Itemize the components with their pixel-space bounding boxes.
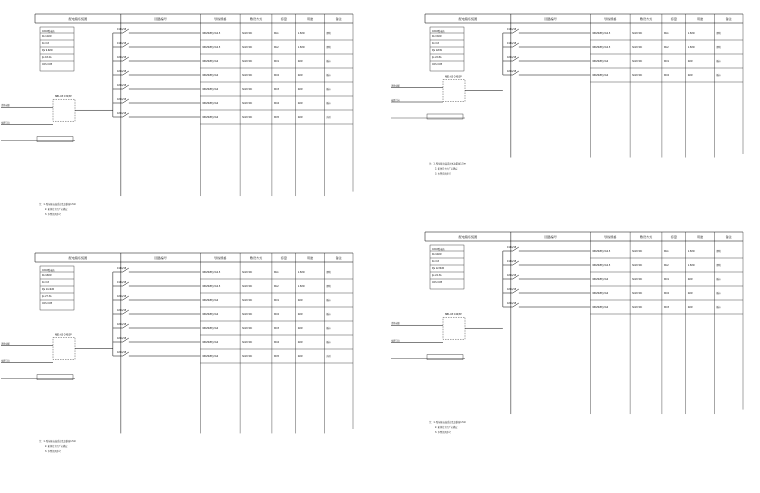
panel-p4 bbox=[391, 232, 743, 434]
incoming-label: 电源引自 bbox=[391, 99, 400, 102]
conduit-spec: SC20 WC bbox=[242, 341, 253, 344]
box-title: XXXX配电箱 bbox=[432, 30, 445, 33]
load-value: 2kW bbox=[297, 313, 303, 316]
conduit-spec: SC20 WC bbox=[632, 278, 643, 281]
cable-spec: WDZN-BYJ-3x4 bbox=[592, 74, 609, 77]
conduit-spec: SC20 WC bbox=[242, 32, 253, 35]
breaker-rating: C20A/1P bbox=[506, 70, 517, 73]
note-line: 3. 本图仅供参考 bbox=[45, 212, 61, 216]
load-value: 2kW bbox=[297, 88, 303, 91]
cable-spec: WDZN-BYJ-3x4 bbox=[202, 102, 219, 105]
load-value: 2kW bbox=[297, 60, 303, 63]
cable-spec: WDZN-BYJ-3x4 bbox=[592, 278, 609, 281]
column-header-c: 导线规格 bbox=[214, 256, 227, 260]
load-value: 2kW bbox=[297, 355, 303, 358]
note-line: 注：1. 配电箱安装高度底边距地1.5m bbox=[429, 162, 466, 166]
branch-row bbox=[113, 42, 353, 54]
column-header-a: 配电箱系统图 bbox=[458, 235, 478, 239]
circuit-id: WX3 bbox=[273, 327, 279, 330]
panel-p2 bbox=[391, 14, 743, 176]
conduit-spec: SC20 WC bbox=[632, 292, 643, 295]
conduit-spec: SC20 WC bbox=[632, 264, 643, 267]
incoming-label: 电源引自 bbox=[1, 359, 10, 363]
usage-label: 照明 bbox=[716, 46, 721, 49]
cable-spec: WDZN-BYJ-3x4 bbox=[202, 299, 219, 302]
breaker-rating: C20A/1P bbox=[116, 70, 127, 73]
usage-label: 备用 bbox=[326, 355, 331, 358]
load-value: 1.5kW bbox=[687, 46, 695, 49]
conduit-spec: SC20 WC bbox=[242, 285, 253, 288]
conduit-spec: SC20 WC bbox=[242, 313, 253, 316]
breaker-rating: C20A/1P bbox=[116, 337, 127, 340]
load-value: 1.5kW bbox=[687, 32, 695, 35]
cable-spec: WDZN-BYJ-3x4 bbox=[202, 74, 219, 77]
conduit-spec: SC20 WC bbox=[632, 46, 643, 49]
column-header-e: 容量 bbox=[670, 17, 677, 21]
breaker-rating: C20A/1P bbox=[116, 323, 127, 326]
usage-label: 照明 bbox=[326, 285, 331, 288]
usage-label: 照明 bbox=[326, 46, 331, 49]
column-header-e: 容量 bbox=[280, 17, 287, 21]
circuit-id: WL2 bbox=[663, 46, 669, 49]
note-line: 2. 箱体尺寸由厂家确定 bbox=[45, 207, 68, 211]
column-header-g: 备注 bbox=[725, 235, 732, 239]
circuit-id: WL1 bbox=[273, 271, 279, 274]
circuit-id: WX2 bbox=[273, 313, 279, 316]
note-line: 3. 本图仅供参考 bbox=[435, 430, 451, 434]
breaker-rating: C16A/1P bbox=[116, 42, 127, 45]
earth-bar bbox=[37, 375, 73, 380]
circuit-id: WX2 bbox=[663, 74, 669, 77]
breaker-rating: C20A/1P bbox=[116, 309, 127, 312]
box-row: COS 0.85 bbox=[42, 302, 53, 305]
circuit-id: WL2 bbox=[273, 285, 279, 288]
note-line: 2. 箱体尺寸由厂家确定 bbox=[435, 167, 458, 171]
branch-row bbox=[113, 56, 353, 68]
note-line: 2. 箱体尺寸由厂家确定 bbox=[435, 425, 458, 429]
column-header-b: 回路编号 bbox=[154, 256, 167, 260]
incoming-label: 进线电缆 bbox=[391, 84, 400, 88]
branch-row bbox=[503, 246, 743, 258]
usage-label: 插座 bbox=[326, 327, 331, 330]
load-value: 2kW bbox=[687, 60, 693, 63]
column-header-c: 导线规格 bbox=[604, 235, 617, 239]
column-header-b: 回路编号 bbox=[544, 235, 557, 239]
usage-label: 插座 bbox=[326, 60, 331, 63]
circuit-id: WX2 bbox=[273, 74, 279, 77]
branch-row bbox=[503, 56, 743, 68]
branch-row bbox=[503, 70, 743, 82]
breaker-rating: C16A/1P bbox=[116, 267, 127, 270]
incoming-label: 电源引自 bbox=[391, 339, 400, 343]
conduit-spec: SC20 WC bbox=[242, 102, 253, 105]
column-header-d: 敷设方式 bbox=[639, 235, 653, 239]
cable-spec: WDZN-BYJ-3x4 bbox=[202, 60, 219, 63]
load-value: 1.5kW bbox=[687, 250, 695, 253]
usage-label: 插座 bbox=[326, 313, 331, 316]
circuit-id: WL1 bbox=[663, 250, 669, 253]
load-value: 1.5kW bbox=[297, 271, 305, 274]
circuit-id: WX1 bbox=[663, 60, 669, 63]
circuit-id: WL2 bbox=[273, 46, 279, 49]
circuit-id: WX1 bbox=[663, 278, 669, 281]
usage-label: 插座 bbox=[326, 88, 331, 91]
main-switch-label: NB1-63 C32/3P bbox=[55, 95, 72, 99]
box-row: Ijs 24.3A bbox=[432, 274, 442, 277]
column-header-a: 配电箱系统图 bbox=[68, 17, 88, 21]
circuit-id: WL1 bbox=[273, 32, 279, 35]
branch-row bbox=[113, 70, 353, 82]
load-value: 2kW bbox=[687, 278, 693, 281]
breaker-rating: C20A/1P bbox=[116, 295, 127, 298]
box-row: Ijs 18.2A bbox=[42, 56, 52, 59]
circuit-id: WL1 bbox=[663, 32, 669, 35]
panel-p1 bbox=[1, 14, 353, 216]
main-switch-label: NB1-63 C40/3P bbox=[445, 313, 462, 317]
note-line: 注：1. 配电箱安装高度底边距地1.5m bbox=[39, 440, 76, 444]
column-header-b: 回路编号 bbox=[154, 17, 167, 21]
column-header-g: 备注 bbox=[335, 256, 342, 260]
column-header-a: 配电箱系统图 bbox=[458, 17, 478, 21]
load-value: 2kW bbox=[687, 292, 693, 295]
box-row: Kx 0.8 bbox=[432, 42, 439, 45]
column-header-d: 敷设方式 bbox=[249, 17, 263, 21]
usage-label: 插座 bbox=[326, 299, 331, 302]
earth-bar bbox=[37, 137, 73, 142]
usage-label: 插座 bbox=[716, 278, 721, 281]
note-line: 2. 箱体尺寸由厂家确定 bbox=[45, 445, 68, 449]
main-switch-label: NB1-63 C40/3P bbox=[445, 75, 462, 79]
branch-row bbox=[113, 309, 353, 321]
usage-label: 照明 bbox=[716, 250, 721, 253]
load-value: 1.5kW bbox=[297, 46, 305, 49]
note-line: 3. 本图仅供参考 bbox=[435, 172, 451, 176]
note-line: 3. 本图仅供参考 bbox=[45, 450, 61, 454]
load-value: 2kW bbox=[297, 102, 303, 105]
circuit-id: WX3 bbox=[273, 88, 279, 91]
branch-row bbox=[503, 302, 743, 314]
usage-label: 照明 bbox=[326, 271, 331, 274]
conduit-spec: SC20 WC bbox=[242, 46, 253, 49]
box-row: COS 0.85 bbox=[432, 281, 443, 284]
branch-row bbox=[503, 42, 743, 54]
box-row: Ijs 27.3A bbox=[42, 295, 52, 298]
earth-bar bbox=[427, 355, 463, 360]
box-row: Kx 0.8 bbox=[432, 260, 439, 263]
load-value: 2kW bbox=[687, 74, 693, 77]
incoming-label: 进线电缆 bbox=[1, 342, 10, 346]
load-value: 1.5kW bbox=[687, 264, 695, 267]
column-header-b: 回路编号 bbox=[544, 17, 557, 21]
conduit-spec: SC20 WC bbox=[632, 32, 643, 35]
cable-spec: WDZN-BYJ-3x4 bbox=[202, 341, 219, 344]
usage-label: 照明 bbox=[716, 32, 721, 35]
cable-spec: WDZN-BYJ-3x4 bbox=[202, 116, 219, 119]
panel-p3 bbox=[1, 253, 353, 453]
load-value: 2kW bbox=[297, 116, 303, 119]
column-header-c: 导线规格 bbox=[604, 17, 617, 21]
conduit-spec: SC20 WC bbox=[242, 74, 253, 77]
cable-spec: WDZN-BYJ-3x2.5 bbox=[592, 46, 611, 49]
column-header-g: 备注 bbox=[725, 17, 732, 21]
circuit-id: WX3 bbox=[663, 306, 669, 309]
branch-row bbox=[113, 295, 353, 307]
breaker-rating: C20A/1P bbox=[506, 302, 517, 305]
conduit-spec: SC20 WC bbox=[242, 116, 253, 119]
breaker-rating: C16A/1P bbox=[506, 42, 517, 45]
cable-spec: WDZN-BYJ-3x4 bbox=[202, 327, 219, 330]
load-value: 2kW bbox=[297, 299, 303, 302]
load-value: 1.5kW bbox=[297, 32, 305, 35]
usage-label: 插座 bbox=[326, 74, 331, 77]
note-line: 注：1. 配电箱安装高度底边距地1.5m bbox=[39, 202, 76, 206]
breaker-rating: C20A/1P bbox=[116, 84, 127, 87]
conduit-spec: SC20 WC bbox=[242, 60, 253, 63]
box-row: Pjs 12.8kW bbox=[432, 267, 445, 270]
conduit-spec: SC20 WC bbox=[242, 88, 253, 91]
transfer-switch bbox=[53, 99, 75, 121]
cable-spec: WDZN-BYJ-3x2.5 bbox=[592, 250, 611, 253]
box-row: Pe 18kW bbox=[42, 274, 52, 277]
cable-spec: WDZN-BYJ-3x2.5 bbox=[202, 46, 221, 49]
earth-bar bbox=[427, 114, 463, 119]
load-value: 2kW bbox=[687, 306, 693, 309]
usage-label: 照明 bbox=[716, 264, 721, 267]
branch-row bbox=[503, 288, 743, 300]
branch-row bbox=[113, 98, 353, 110]
box-title: XXXX配电箱 bbox=[42, 30, 55, 33]
note-line: 注：1. 配电箱安装高度底边距地1.5m bbox=[429, 420, 466, 424]
incoming-label: 电源引自 bbox=[1, 121, 10, 125]
column-header-g: 备注 bbox=[335, 17, 342, 21]
circuit-id: WX4 bbox=[273, 341, 279, 344]
breaker-rating: C20A/1P bbox=[116, 98, 127, 101]
box-row: Kx 0.8 bbox=[42, 42, 49, 45]
transfer-switch bbox=[53, 337, 75, 359]
cable-spec: WDZN-BYJ-3x4 bbox=[592, 306, 609, 309]
cable-spec: WDZN-BYJ-3x2.5 bbox=[202, 32, 221, 35]
branch-row bbox=[113, 351, 353, 363]
column-header-f: 用途 bbox=[306, 17, 314, 21]
usage-label: 插座 bbox=[716, 306, 721, 309]
incoming-label: 进线电缆 bbox=[391, 322, 400, 326]
breaker-rating: C20A/1P bbox=[116, 351, 127, 354]
breaker-rating: C16A/1P bbox=[116, 281, 127, 284]
column-header-e: 容量 bbox=[280, 256, 287, 260]
box-title: XXXX配电箱 bbox=[432, 248, 445, 251]
cable-spec: WDZN-BYJ-3x2.5 bbox=[592, 264, 611, 267]
branch-row bbox=[113, 323, 353, 335]
cable-spec: WDZN-BYJ-3x4 bbox=[202, 88, 219, 91]
transfer-switch bbox=[443, 80, 465, 102]
conduit-spec: SC20 WC bbox=[242, 299, 253, 302]
box-row: Pjs 9.6kW bbox=[42, 49, 53, 52]
circuit-id: WX4 bbox=[273, 102, 279, 105]
breaker-rating: C20A/1P bbox=[506, 56, 517, 59]
branch-row bbox=[113, 84, 353, 96]
branch-row bbox=[113, 337, 353, 349]
branch-row bbox=[503, 274, 743, 286]
branch-row bbox=[503, 260, 743, 272]
usage-label: 插座 bbox=[716, 292, 721, 295]
column-header-e: 容量 bbox=[670, 235, 677, 239]
column-header-f: 用途 bbox=[696, 17, 704, 21]
box-row: Pe 15kW bbox=[432, 35, 442, 38]
load-value: 1.5kW bbox=[297, 285, 305, 288]
column-header-a: 配电箱系统图 bbox=[68, 256, 88, 260]
box-row: Pjs 12kW bbox=[432, 49, 442, 52]
box-row: Pe 16kW bbox=[432, 253, 442, 256]
circuit-id: WX5 bbox=[273, 116, 279, 119]
circuit-id: WX1 bbox=[273, 299, 279, 302]
breaker-rating: C20A/1P bbox=[116, 56, 127, 59]
breaker-rating: C16A/1P bbox=[506, 246, 517, 249]
box-row: COS 0.85 bbox=[432, 63, 443, 66]
usage-label: 插座 bbox=[326, 102, 331, 105]
conduit-spec: SC20 WC bbox=[632, 306, 643, 309]
cable-spec: WDZN-BYJ-3x2.5 bbox=[202, 285, 221, 288]
breaker-rating: C16A/1P bbox=[116, 28, 127, 31]
box-row: Kx 0.8 bbox=[42, 281, 49, 284]
cable-spec: WDZN-BYJ-3x4 bbox=[592, 60, 609, 63]
transfer-switch bbox=[443, 317, 465, 339]
cable-spec: WDZN-BYJ-3x4 bbox=[202, 355, 219, 358]
incoming-label: 进线电缆 bbox=[1, 104, 10, 108]
load-value: 2kW bbox=[297, 327, 303, 330]
usage-label: 插座 bbox=[716, 60, 721, 63]
usage-label: 插座 bbox=[716, 74, 721, 77]
branch-row bbox=[113, 281, 353, 293]
cable-spec: WDZN-BYJ-3x4 bbox=[592, 292, 609, 295]
box-row: Pjs 14.4kW bbox=[42, 288, 55, 291]
breaker-rating: C16A/1P bbox=[506, 260, 517, 263]
box-row: COS 0.85 bbox=[42, 63, 53, 66]
breaker-rating: C20A/1P bbox=[116, 112, 127, 115]
cable-spec: WDZN-BYJ-3x2.5 bbox=[202, 271, 221, 274]
main-switch-label: NB1-63 C40/3P bbox=[55, 333, 72, 337]
box-title: XXXX配电箱 bbox=[42, 269, 55, 272]
circuit-id: WX2 bbox=[663, 292, 669, 295]
branch-row bbox=[113, 28, 353, 40]
usage-label: 插座 bbox=[326, 341, 331, 344]
column-header-d: 敷设方式 bbox=[639, 17, 653, 21]
branch-row bbox=[113, 267, 353, 279]
box-row: Pe 12kW bbox=[42, 35, 52, 38]
branch-row bbox=[113, 112, 353, 124]
column-header-f: 用途 bbox=[696, 235, 704, 239]
cable-spec: WDZN-BYJ-3x4 bbox=[202, 313, 219, 316]
breaker-rating: C20A/1P bbox=[506, 288, 517, 291]
column-header-c: 导线规格 bbox=[214, 17, 227, 21]
usage-label: 备用 bbox=[326, 116, 331, 119]
load-value: 2kW bbox=[297, 341, 303, 344]
branch-row bbox=[503, 28, 743, 40]
conduit-spec: SC20 WC bbox=[632, 74, 643, 77]
load-value: 2kW bbox=[297, 74, 303, 77]
circuit-id: WX5 bbox=[273, 355, 279, 358]
conduit-spec: SC20 WC bbox=[632, 60, 643, 63]
cable-spec: WDZN-BYJ-3x2.5 bbox=[592, 32, 611, 35]
circuit-id: WX1 bbox=[273, 60, 279, 63]
circuit-id: WL2 bbox=[663, 264, 669, 267]
conduit-spec: SC20 WC bbox=[242, 355, 253, 358]
box-row: Ijs 22.8A bbox=[432, 56, 442, 59]
column-header-d: 敷设方式 bbox=[249, 256, 263, 260]
breaker-rating: C20A/1P bbox=[506, 274, 517, 277]
column-header-f: 用途 bbox=[306, 256, 314, 260]
conduit-spec: SC20 WC bbox=[632, 250, 643, 253]
usage-label: 照明 bbox=[326, 32, 331, 35]
conduit-spec: SC20 WC bbox=[242, 271, 253, 274]
conduit-spec: SC20 WC bbox=[242, 327, 253, 330]
breaker-rating: C16A/1P bbox=[506, 28, 517, 31]
